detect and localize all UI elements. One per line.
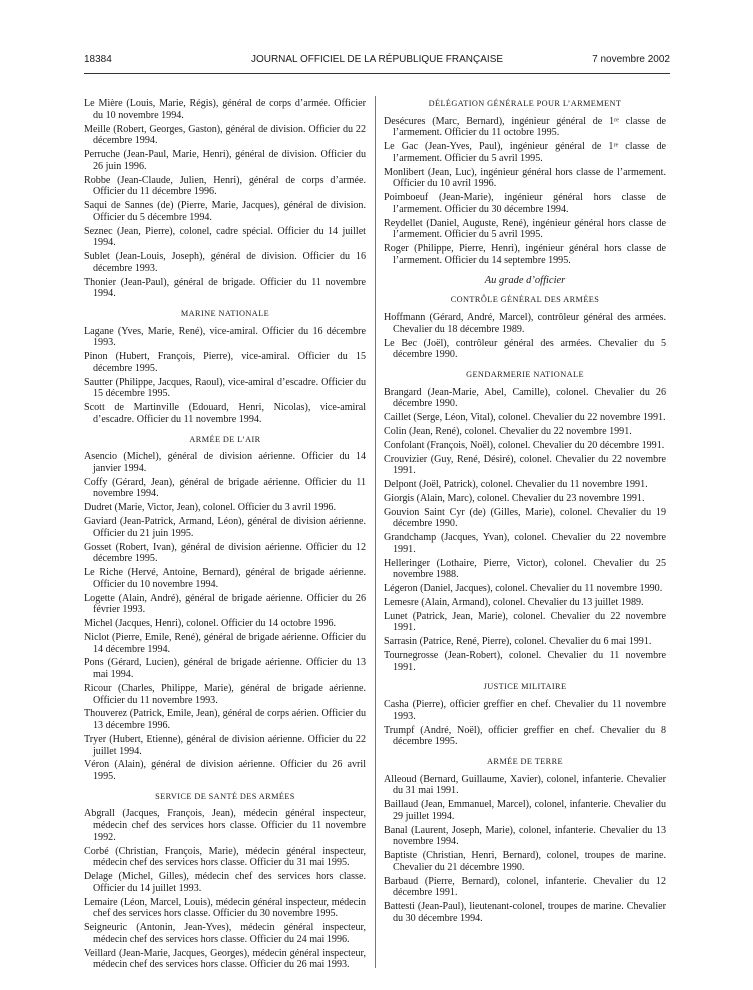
list-item: Trumpf (André, Noël), officier greffier en chef. Chevalier du 8 décembre 1995.	[384, 724, 666, 748]
list-item: Monlibert (Jean, Luc), ingénieur général hors classe de l’armement. Officier du 10 avril 1996.	[384, 166, 666, 190]
list-item: Ricour (Charles, Philippe, Marie), général de brigade aérienne. Officier du 11 novembre 1993.	[84, 682, 366, 706]
list-item: Corbé (Christian, François, Marie), médecin général inspecteur, médecin chef des services hors classe. Officier du 31 mai 1995.	[84, 845, 366, 869]
list-item: Lemaire (Léon, Marcel, Louis), médecin général inspecteur, médecin chef des services hors classe. Officier du 30 novembre 1995.	[84, 896, 366, 920]
list-item: Thouverez (Patrick, Emile, Jean), général de corps aérien. Officier du 13 décembre 1996.	[84, 708, 366, 732]
list-item: Scott de Martinville (Edouard, Henri, Nicolas), vice-amiral d’escadre. Officier du 11 novembre 1994.	[84, 402, 366, 425]
list-item: Crouvizier (Guy, René, Désiré), colonel. Chevalier du 22 novembre 1991.	[384, 453, 666, 477]
column-divider	[375, 96, 376, 968]
list-item: Lagane (Yves, Marie, René), vice-amiral. Officier du 16 décembre 1993.	[84, 325, 366, 349]
list-item: Gosset (Robert, Ivan), général de division aérienne. Officier du 12 décembre 1995.	[84, 541, 366, 565]
list-item: Robbe (Jean-Claude, Julien, Henri), général de corps d’armée. Officier du 11 décembre 1996.	[84, 174, 366, 198]
list-item: Hoffmann (Gérard, André, Marcel), contrôleur général des armées. Chevalier du 18 décembre 1989.	[384, 312, 666, 335]
list-item: Reydellet (Daniel, Auguste, René), ingénieur général hors classe de l’armement. Officier du 5 avril 1995.	[384, 217, 666, 241]
list-item: Roger (Philippe, Pierre, Henri), ingénieur général hors classe de l’armement. Officier du 14 septembre 1995.	[384, 243, 666, 266]
list-item: Gouvion Saint Cyr (de) (Gilles, Marie), colonel. Chevalier du 19 décembre 1990.	[384, 506, 666, 530]
list-item: Tryer (Hubert, Etienne), général de division aérienne. Officier du 22 juillet 1994.	[84, 733, 366, 757]
list-item: Battesti (Jean-Paul), lieutenant-colonel, troupes de marine. Chevalier du 30 décembre 1994.	[384, 901, 666, 924]
list-item: Tournegrosse (Jean-Robert), colonel. Chevalier du 11 novembre 1991.	[384, 650, 666, 673]
section-heading: GENDARMERIE NATIONALE	[466, 369, 584, 379]
list-item: Coffy (Gérard, Jean), général de brigade aérienne. Officier du 11 novembre 1994.	[84, 476, 366, 500]
list-item: Colin (Jean, René), colonel. Chevalier du 22 novembre 1991.	[384, 425, 632, 437]
list-item: Légeron (Daniel, Jacques), colonel. Chevalier du 11 novembre 1990.	[384, 583, 663, 595]
left-column	[84, 98, 366, 973]
list-item: Logette (Alain, André), général de brigade aérienne. Officier du 26 février 1993.	[84, 592, 366, 616]
section-heading: JUSTICE MILITAIRE	[483, 682, 567, 692]
grade-heading: Au grade d’officier	[484, 274, 566, 286]
list-item: Seznec (Jean, Pierre), colonel, cadre spécial. Officier du 14 juillet 1994.	[84, 225, 366, 249]
page-number: 18384	[84, 54, 112, 65]
list-item: Le Bec (Joël), contrôleur général des armées. Chevalier du 5 décembre 1990.	[384, 337, 666, 361]
list-item: Baillaud (Jean, Emmanuel, Marcel), colonel, infanterie. Chevalier du 29 juillet 1994.	[384, 799, 666, 822]
section-heading: SERVICE DE SANTÉ DES ARMÉES	[155, 791, 295, 801]
list-item: Sublet (Jean-Louis, Joseph), général de division. Officier du 16 décembre 1993.	[84, 251, 366, 274]
list-item: Caillet (Serge, Léon, Vital), colonel. Chevalier du 22 novembre 1991.	[384, 412, 666, 424]
list-item: Giorgis (Alain, Marc), colonel. Chevalier du 23 novembre 1991.	[384, 492, 645, 504]
list-item: Lunet (Patrick, Jean, Marie), colonel. Chevalier du 22 novembre 1991.	[384, 610, 666, 634]
list-item: Confolant (François, Noël), colonel. Chevalier du 20 décembre 1991.	[384, 439, 665, 451]
list-item: Delpont (Joël, Patrick), colonel. Chevalier du 11 novembre 1991.	[384, 479, 648, 491]
list-item: Pinon (Hubert, François, Pierre), vice-amiral. Officier du 15 décembre 1995.	[84, 351, 366, 374]
section-heading: ARMÉE DE TERRE	[487, 757, 563, 767]
list-item: Véron (Alain), général de division aérienne. Officier du 26 avril 1995.	[84, 759, 366, 783]
list-item: Barbaud (Pierre, Bernard), colonel, infanterie. Chevalier du 12 décembre 1991.	[384, 875, 666, 899]
list-item: Grandchamp (Jacques, Yvan), colonel. Chevalier du 22 novembre 1991.	[384, 532, 666, 555]
list-item: Meille (Robert, Georges, Gaston), général de division. Officier du 22 décembre 1994.	[84, 123, 366, 147]
list-item: Le Gac (Jean-Yves, Paul), ingénieur général de 1ʳᵉ classe de l’armement. Officier du 5 avril 1995.	[384, 141, 666, 164]
list-item: Delage (Michel, Gilles), médecin chef des services hors classe. Officier du 14 juillet 1993.	[84, 871, 366, 894]
list-item: Sarrasin (Patrice, René, Pierre), colonel. Chevalier du 6 mai 1991.	[384, 636, 652, 648]
list-item: Perruche (Jean-Paul, Marie, Henri), général de division. Officier du 26 juin 1996.	[84, 149, 366, 172]
list-item: Brangard (Jean-Marie, Abel, Camille), colonel. Chevalier du 26 décembre 1990.	[384, 386, 666, 410]
list-item: Helleringer (Lothaire, Pierre, Victor), colonel. Chevalier du 25 novembre 1988.	[384, 557, 666, 581]
list-item: Niclot (Pierre, Emile, René), général de brigade aérienne. Officier du 14 décembre 1994.	[84, 631, 366, 655]
list-item: Banal (Laurent, Joseph, Marie), colonel, infanterie. Chevalier du 13 novembre 1994.	[384, 824, 666, 848]
list-item: Dudret (Marie, Victor, Jean), colonel. Officier du 3 avril 1996.	[84, 502, 337, 514]
section-heading: ARMÉE DE L’AIR	[189, 434, 261, 444]
list-item: Seigneuric (Antonin, Jean-Yves), médecin général inspecteur, médecin chef des services hors classe. Officier du 24 mai 1996.	[84, 922, 366, 945]
list-item: Lemesre (Alain, Armand), colonel. Chevalier du 13 juillet 1989.	[384, 596, 644, 608]
list-item: Alleoud (Bernard, Guillaume, Xavier), colonel, infanterie. Chevalier du 31 mai 1991.	[384, 773, 666, 797]
section-heading: CONTRÔLE GÉNÉRAL DES ARMÉES	[450, 295, 600, 305]
right-column	[384, 98, 666, 927]
journal-title: JOURNAL OFFICIEL DE LA RÉPUBLIQUE FRANÇAISE	[250, 54, 504, 65]
list-item: Pons (Gérard, Lucien), général de brigade aérienne. Officier du 13 mai 1994.	[84, 657, 366, 681]
list-item: Le Mière (Louis, Marie, Régis), général de corps d’armée. Officier du 10 novembre 1994.	[84, 98, 366, 121]
section-heading: MARINE NATIONALE	[180, 308, 270, 318]
list-item: Michel (Jacques, Henri), colonel. Officier du 14 octobre 1996.	[84, 618, 337, 630]
list-item: Poimboeuf (Jean-Marie), ingénieur général hors classe de l’armement. Officier du 30 décembre 1994.	[384, 192, 666, 215]
list-item: Baptiste (Christian, Henri, Bernard), colonel, troupes de marine. Chevalier du 21 décembre 1990.	[384, 850, 666, 873]
page-header	[84, 54, 670, 68]
list-item: Thonier (Jean-Paul), général de brigade. Officier du 11 novembre 1994.	[84, 276, 366, 300]
list-item: Desécures (Marc, Bernard), ingénieur général de 1ʳᵉ classe de l’armement. Officier du 11 octobre 1995.	[384, 115, 666, 139]
list-item: Sautter (Philippe, Jacques, Raoul), vice-amiral d’escadre. Officier du 15 décembre 1995.	[84, 376, 366, 400]
list-item: Gaviard (Jean-Patrick, Armand, Léon), général de division aérienne. Officier du 21 juin 1995.	[84, 516, 366, 539]
list-item: Casha (Pierre), officier greffier en chef. Chevalier du 11 novembre 1993.	[384, 699, 666, 722]
header-rule	[84, 73, 670, 74]
list-item: Saqui de Sannes (de) (Pierre, Marie, Jacques), général de division. Officier du 5 décembre 1994.	[84, 200, 366, 223]
issue-date: 7 novembre 2002	[592, 54, 670, 65]
list-item: Asencio (Michel), général de division aérienne. Officier du 14 janvier 1994.	[84, 451, 366, 474]
list-item: Abgrall (Jacques, François, Jean), médecin général inspecteur, médecin chef des services hors classe. Officier du 11 novembre 1992.	[84, 808, 366, 843]
list-item: Veillard (Jean-Marie, Jacques, Georges), médecin général inspecteur, médecin chef des services hors classe. Officier du 26 mai 1993.	[84, 947, 366, 971]
section-heading: DÉLÉGATION GÉNÉRALE POUR L’ARMEMENT	[428, 99, 622, 108]
list-item: Le Riche (Hervé, Antoine, Bernard), général de brigade aérienne. Officier du 10 novembre 1994.	[84, 567, 366, 590]
